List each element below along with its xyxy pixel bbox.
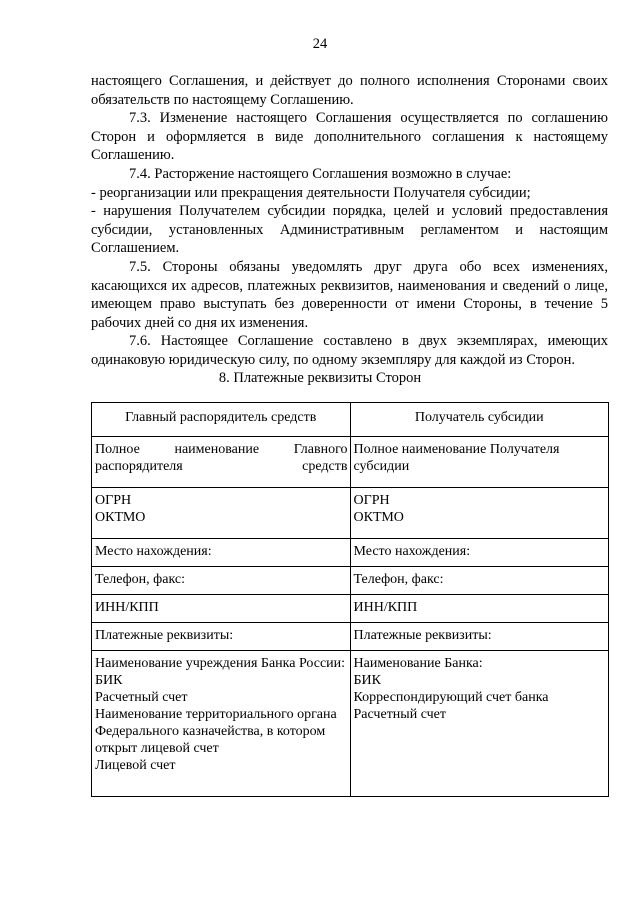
administrator-location: Место нахождения:	[92, 539, 351, 567]
paragraph-7-4: 7.4. Расторжение настоящего Соглашения возможно в случае:	[129, 165, 512, 182]
paragraph-7-3: 7.3. Изменение настоящего Соглашения осуществляется по соглашению Сторон и оформляется в виде дополнительного соглашения к настоящему Соглашению.	[91, 110, 608, 164]
administrator-oktmo: ОКТМО	[95, 510, 146, 525]
administrator-full-name: Полное наименование Главного распорядителя средств	[92, 437, 351, 488]
table-row	[92, 651, 609, 797]
administrator-phone: Телефон, факс:	[92, 567, 351, 595]
section-heading: 8. Платежные реквизиты Сторон	[218, 370, 422, 386]
recipient-registration-codes	[350, 488, 609, 539]
table-row	[92, 623, 609, 651]
recipient-settlement-account: Расчетный счет	[353, 707, 447, 722]
administrator-inn: ИНН/КПП	[92, 595, 351, 623]
table-row	[92, 595, 609, 623]
administrator-registration-codes	[92, 488, 351, 539]
administrator-personal-account: Лицевой счет	[95, 758, 176, 773]
recipient-payment-details: Платежные реквизиты:	[350, 623, 609, 651]
paragraph-7-5: 7.5. Стороны обязаны уведомлять друг друга обо всех изменениях, касающихся их адресов, платежных реквизитов, наименования и сведений о лице, имеющем право выступать без доверенности от имени Стороны, в течение 5 рабочих дней со дня их изменения.	[91, 258, 608, 331]
table-header-row	[92, 403, 609, 437]
administrator-treasury-body: Наименование территориального органа Федерального казначейства, в котором открыт лицевой счет	[95, 707, 337, 756]
recipient-bank-details	[350, 651, 609, 797]
paragraph-7-6: 7.6. Настоящее Соглашение составлено в двух экземплярах, имеющих одинаковую юридическую силу, по одному экземпляру для каждой из Сторон.	[91, 333, 608, 368]
page-number: 24	[312, 36, 328, 52]
requisites-table	[91, 402, 609, 797]
administrator-ogrn: ОГРН	[95, 493, 132, 508]
paragraph-continuation: настоящего Соглашения, и действует до полного исполнения Сторонами своих обязательств по настоящему Соглашению.	[91, 73, 608, 108]
recipient-correspondent-account: Корреспондирующий счет банка	[353, 690, 549, 705]
recipient-phone: Телефон, факс:	[350, 567, 609, 595]
recipient-oktmo: ОКТМО	[353, 510, 404, 525]
list-item-reorganization: - реорганизации или прекращения деятельности Получателя субсидии;	[91, 184, 531, 201]
body-text	[91, 72, 608, 370]
header-main-administrator: Главный распорядитель средств	[92, 403, 351, 437]
table-row	[92, 539, 609, 567]
table-row	[92, 437, 609, 488]
recipient-location: Место нахождения:	[350, 539, 609, 567]
list-item-violation: - нарушения Получателем субсидии порядка, целей и условий предоставления субсидии, установленных Административным регламентом и настоящим Соглашением.	[91, 203, 608, 257]
administrator-bank-details	[92, 651, 351, 797]
recipient-full-name: Полное наименование Получателя субсидии	[350, 437, 609, 488]
recipient-ogrn: ОГРН	[353, 493, 390, 508]
recipient-inn: ИНН/КПП	[350, 595, 609, 623]
administrator-bank-name: Наименование учреждения Банка России:	[95, 656, 346, 671]
recipient-bik: БИК	[353, 673, 381, 688]
table-row	[92, 488, 609, 539]
administrator-bik: БИК	[95, 673, 123, 688]
header-recipient: Получатель субсидии	[350, 403, 609, 437]
recipient-bank-name: Наименование Банка:	[353, 656, 483, 671]
administrator-settlement-account: Расчетный счет	[95, 690, 188, 705]
administrator-payment-details: Платежные реквизиты:	[92, 623, 351, 651]
table-row	[92, 567, 609, 595]
